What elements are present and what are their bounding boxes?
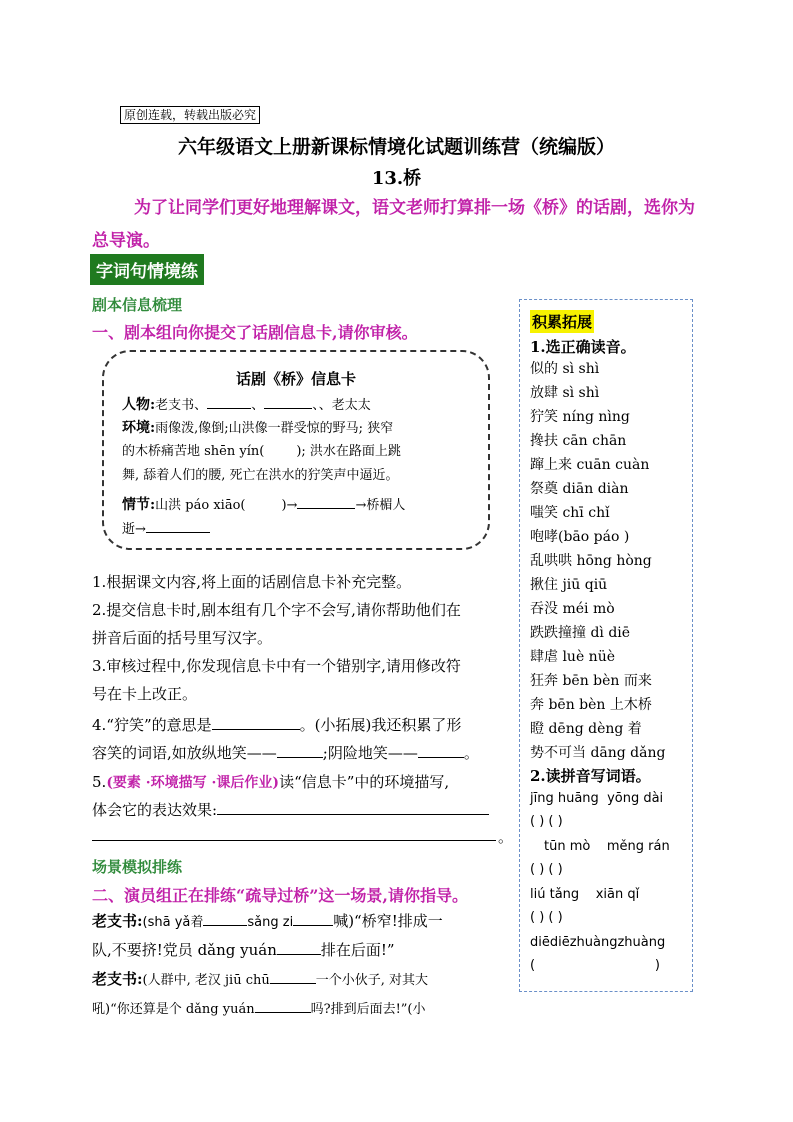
pinyin-row-3 xyxy=(530,887,639,902)
card-env-line-3 xyxy=(122,464,478,488)
list-item[interactable]: 蹿上来 cuān cuàn xyxy=(530,457,650,473)
script-text: 一个小伙子, 对其大 xyxy=(315,973,429,988)
question-5-line-1 xyxy=(92,768,512,797)
answer-row-1[interactable] xyxy=(530,814,563,829)
plot-1c: →桥楣人 xyxy=(355,498,406,513)
blank[interactable] xyxy=(264,392,312,409)
list-item[interactable]: 乱哄哄 hōng hòng xyxy=(530,553,652,569)
pinyin-row-4 xyxy=(530,935,665,950)
subheading-script-info: 剧本信息梳理 xyxy=(92,296,183,314)
answer-row-2[interactable] xyxy=(530,862,563,877)
q4-text-b: 。(小拓展)我还积累了形 xyxy=(299,716,462,734)
list-item[interactable]: 奔 bēn bèn 上木桥 xyxy=(530,697,652,713)
list-item[interactable]: 似的 sì shì xyxy=(530,361,600,377)
people-c: 、 xyxy=(312,398,319,413)
section-tag-vocab: 字词句情境练 xyxy=(90,254,204,285)
answer-paren[interactable]: ( ) xyxy=(530,814,545,829)
list-item[interactable]: 瞪 dēng dèng 着 xyxy=(530,721,642,737)
q5-rest: 读“信息卡”中的环境描写, xyxy=(279,773,450,791)
env-2a: 的木桥痛苦地 shēn yín( xyxy=(122,444,265,459)
script-text: 队,不要挤!党员 dǎng yuán xyxy=(92,941,277,959)
blank[interactable] xyxy=(255,996,311,1013)
q4-text-e: 。 xyxy=(463,744,479,762)
env-2b: ); 洪水在路面上跳 xyxy=(296,444,401,459)
blank[interactable] xyxy=(203,909,247,926)
list-item[interactable]: 势不可当 dāng dǎng xyxy=(530,745,666,761)
script-text: (shā yǎ着 xyxy=(142,915,204,930)
sidebar-extension xyxy=(519,299,693,992)
script-line-2 xyxy=(92,935,512,965)
q5-prefix: 5. xyxy=(92,773,107,791)
env-label: 环境: xyxy=(122,420,156,436)
answer-row-3[interactable] xyxy=(530,910,563,925)
list-item[interactable]: 揪住 jiū qiū xyxy=(530,577,608,593)
list-item[interactable]: 嗤笑 chī chǐ xyxy=(530,505,610,521)
answer-paren[interactable]: ( ) xyxy=(548,910,563,925)
list-item[interactable]: 祭奠 diān diàn xyxy=(530,481,629,497)
intro-text: 为了让同学们更好地理解课文，语文老师打算排一场《桥》的话剧，选你为总导演。 xyxy=(92,198,695,251)
script-line-3 xyxy=(92,964,512,996)
speaker-name: 老支书: xyxy=(92,912,143,930)
env-1: 雨像泼,像倒;山洪像一群受惊的野马; 狭窄 xyxy=(155,421,394,436)
plot-1b: )→ xyxy=(281,498,298,513)
list-item[interactable]: 搀扶 cān chān xyxy=(530,433,627,449)
script-line-1 xyxy=(92,906,512,938)
blank[interactable] xyxy=(297,492,355,509)
pinyin-prompt: xiān qǐ xyxy=(595,887,640,902)
plot-2: 逝→ xyxy=(122,522,146,537)
people-d: 、老太太 xyxy=(318,398,371,413)
list-item[interactable]: 放肆 sì shì xyxy=(530,385,600,401)
blank[interactable] xyxy=(270,967,316,984)
question-4-line-2 xyxy=(92,739,512,767)
card-plot-line-2 xyxy=(122,516,478,542)
pinyin-prompt: měng rán xyxy=(606,839,670,854)
lesson-title: 13.桥 xyxy=(371,168,422,189)
question-3-line-1: 3.审核过程中,你发现信息卡中有一个错别字,请用修改符 xyxy=(92,657,461,675)
list-item[interactable]: 咆哮(bāo páo ) xyxy=(530,529,630,545)
speaker-name: 老支书: xyxy=(92,970,143,988)
answer-line[interactable] xyxy=(92,840,496,841)
pinyin-prompt: liú tǎng xyxy=(530,887,580,902)
task-1-heading: 一、剧本组向你提交了话剧信息卡,请你审核。 xyxy=(92,323,418,342)
people-b: 、 xyxy=(251,398,265,413)
script-text: (人群中, 老汉 jiū chū xyxy=(142,973,270,988)
pinyin-row-2 xyxy=(544,839,670,854)
question-3-line-2: 号在卡上改正。 xyxy=(92,685,198,703)
blank[interactable] xyxy=(207,392,251,409)
people-a: 老支书、 xyxy=(155,398,208,413)
card-env-line-1 xyxy=(122,416,478,441)
env-3: 舞, 舔着人们的腰, 死亡在洪水的狞笑声中逼近。 xyxy=(122,468,399,483)
sidebar-heading-2: 2.读拼音写词语。 xyxy=(530,767,651,785)
card-env-line-2 xyxy=(122,440,478,464)
info-card xyxy=(102,350,490,550)
task-2-heading: 二、演员组正在排练“疏导过桥”这一场景,请你指导。 xyxy=(92,886,468,905)
pinyin-row-1 xyxy=(530,791,663,806)
question-4-line-1 xyxy=(92,711,512,739)
question-1: 1.根据课文内容,将上面的话剧信息卡补充完整。 xyxy=(92,573,412,591)
script-text: 吗?排到后面去!”(小 xyxy=(310,1002,426,1017)
sidebar-tag: 积累拓展 xyxy=(530,310,594,333)
page-title: 六年级语文上册新课标情境化试题训练营（统编版） xyxy=(177,136,615,158)
subheading-scene: 场景模拟排练 xyxy=(92,858,183,876)
q5-text-b: 体会它的表达效果: xyxy=(92,801,218,819)
list-item[interactable]: 肆虐 luè nüè xyxy=(530,649,615,665)
script-text: 吼)“你还算是个 dǎng yuán xyxy=(92,1002,255,1017)
pinyin-prompt: yōng dài xyxy=(607,791,664,806)
q5-tag: (要素 ·环境描写 ·课后作业) xyxy=(106,775,280,791)
script-text: 排在后面!” xyxy=(320,941,395,959)
list-item[interactable]: 跌跌撞撞 dì diē xyxy=(530,625,631,641)
script-text: 喊)“桥窄!排成一 xyxy=(333,912,443,930)
pinyin-prompt: tūn mò xyxy=(544,839,591,854)
pinyin-prompt: diēdiēzhuàngzhuàng xyxy=(530,935,666,950)
blank[interactable] xyxy=(146,516,210,533)
script-text: sǎng zi xyxy=(247,915,294,930)
q4-text-d: ;阴险地笑—— xyxy=(322,744,418,762)
pinyin-prompt: jīng huāng xyxy=(530,791,599,806)
plot-1a: 山洪 páo xiāo( xyxy=(155,498,246,513)
blank[interactable] xyxy=(277,938,321,955)
answer-paren[interactable]: ( ) xyxy=(530,862,545,877)
plot-label: 情节: xyxy=(122,497,156,513)
question-2-line-2: 拼音后面的括号里写汉字。 xyxy=(92,629,273,647)
blank[interactable] xyxy=(418,741,464,758)
q4-text-c: 容笑的词语,如放纵地笑—— xyxy=(92,744,277,762)
script-line-4 xyxy=(92,993,512,1025)
card-people-line xyxy=(122,392,478,418)
answer-paren[interactable]: ( ) xyxy=(530,910,545,925)
list-item[interactable]: 狞笑 níng nìng xyxy=(530,409,630,425)
blank[interactable] xyxy=(217,798,489,815)
blank[interactable] xyxy=(293,909,333,926)
blank[interactable] xyxy=(277,741,323,758)
q5-end: 。 xyxy=(498,828,514,846)
info-card-title: 话剧《桥》信息卡 xyxy=(235,370,356,388)
people-label: 人物: xyxy=(122,397,156,413)
card-plot-line-1 xyxy=(122,492,478,518)
answer-paren[interactable]: ( ) xyxy=(548,814,563,829)
copyright-notice: 原创连载，转载出版必究 xyxy=(120,106,260,124)
answer-paren[interactable]: ( ) xyxy=(548,862,563,877)
blank[interactable] xyxy=(212,713,300,730)
q4-text-a: 4.“狞笑”的意思是 xyxy=(92,716,212,734)
question-2-line-1: 2.提交信息卡时,剧本组有几个字不会写,请你帮助他们在 xyxy=(92,601,461,619)
list-item[interactable]: 狂奔 bēn bèn 而来 xyxy=(530,673,652,689)
answer-row-4[interactable]: ( ) xyxy=(530,958,660,973)
question-5-line-2 xyxy=(92,796,512,824)
sidebar-heading-1: 1.选正确读音。 xyxy=(530,338,636,356)
list-item[interactable]: 吞没 méi mò xyxy=(530,601,615,617)
